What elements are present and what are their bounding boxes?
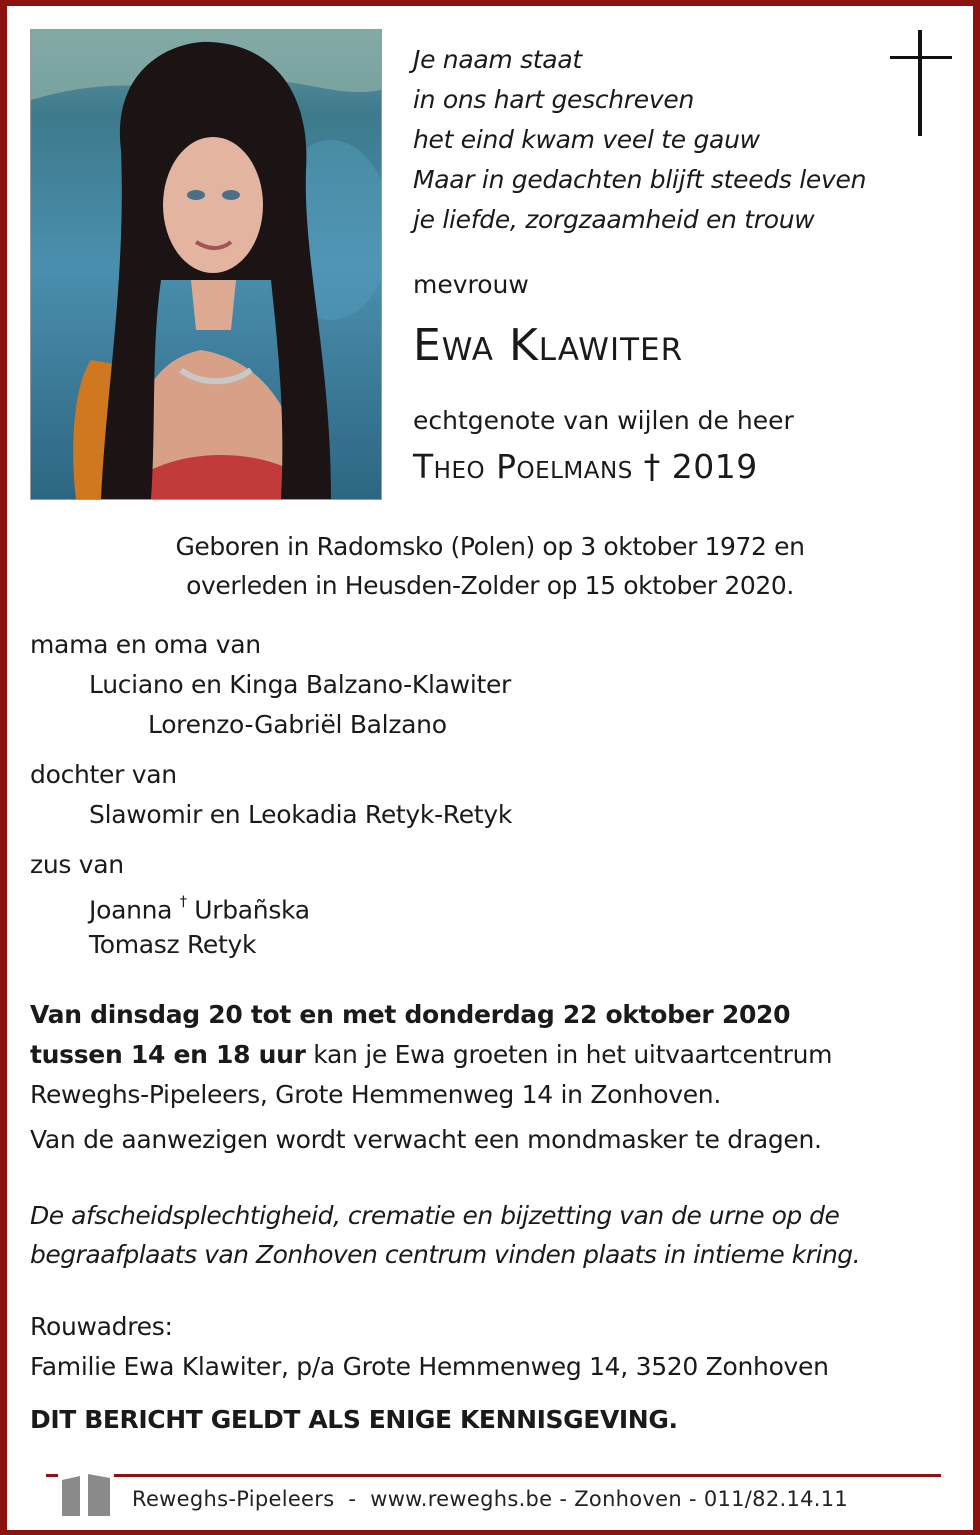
address-label: Rouwadres: — [30, 1312, 173, 1341]
visitation-hours: tussen 14 en 18 uur — [30, 1040, 306, 1069]
deceased-mark: † — [179, 894, 187, 910]
cross-icon — [890, 30, 952, 136]
ceremony-line: De afscheidsplechtigheid, crematie en bijzetting van de urne op de — [30, 1201, 840, 1230]
visitation-text: kan je Ewa groeten in het uitvaartcentrum — [305, 1040, 833, 1069]
address-line: Familie Ewa Klawiter, p/a Grote Hemmenweg 14, 3520 Zonhoven — [30, 1352, 829, 1381]
official-notice: DIT BERICHT GELDT ALS ENIGE KENNISGEVING. — [30, 1405, 678, 1434]
birth-line: Geboren in Radomsko (Polen) op 3 oktober 1972 en — [175, 532, 805, 561]
funeral-home-logo-icon — [58, 1466, 114, 1516]
poem-line: het eind kwam veel te gauw — [413, 125, 760, 154]
sibling-name: Tomasz Retyk — [89, 930, 257, 959]
sibling-last-name: Urbañska — [194, 895, 310, 925]
death-line: overleden in Heusden-Zolder op 15 oktober 2020. — [186, 571, 794, 600]
mama-label: mama en oma van — [30, 630, 261, 659]
footer-contact: Reweghs-Pipeleers - www.reweghs.be - Zonhoven - 011/82.14.11 — [132, 1487, 849, 1511]
visitation-dates: Van dinsdag 20 tot en met donderdag 22 oktober 2020 — [30, 1000, 791, 1029]
visitation-info — [30, 995, 832, 1115]
parents-names: Slawomir en Leokadia Retyk-Retyk — [89, 800, 513, 829]
poem-line: je liefde, zorgzaamheid en trouw — [413, 205, 815, 234]
mourning-address — [30, 1307, 829, 1387]
grandchild-name: Lorenzo-Gabriël Balzano — [148, 710, 447, 739]
spouse-name: Theo Poelmans † 2019 — [413, 447, 758, 486]
spouse-relation: echtgenote van wijlen de heer — [413, 406, 794, 435]
daughter-label: dochter van — [30, 760, 177, 789]
footer-bar — [0, 1530, 980, 1535]
poem-line: Je naam staat — [413, 45, 582, 74]
mask-notice: Van de aanwezigen wordt verwacht een mondmasker te dragen. — [30, 1125, 822, 1154]
sibling-first-name: Joanna — [89, 895, 173, 925]
deceased-title: mevrouw — [413, 270, 529, 299]
sibling-name — [30, 885, 512, 925]
memorial-poem — [413, 40, 866, 240]
footer-divider — [46, 1474, 941, 1477]
family-list — [30, 625, 512, 965]
poem-line: in ons hart geschreven — [413, 85, 694, 114]
children-names: Luciano en Kinga Balzano-Klawiter — [89, 670, 512, 699]
sister-label: zus van — [30, 850, 124, 879]
ceremony-info — [30, 1196, 860, 1274]
visitation-location: Reweghs-Pipeleers, Grote Hemmenweg 14 in Zonhoven. — [30, 1080, 721, 1109]
poem-line: Maar in gedachten blijft steeds leven — [413, 165, 867, 194]
birth-death-info — [30, 527, 950, 605]
portrait-photo — [30, 29, 382, 500]
ceremony-line: begraafplaats van Zonhoven centrum vinden plaats in intieme kring. — [30, 1240, 861, 1269]
deceased-name: Ewa Klawiter — [413, 320, 684, 371]
